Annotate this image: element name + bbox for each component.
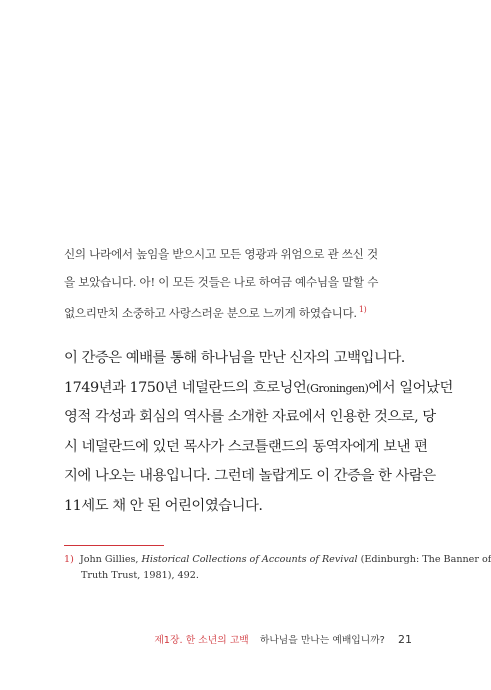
- footnote-line: Truth Trust, 1981), 492.: [81, 570, 199, 581]
- footnote-divider: [64, 545, 164, 546]
- body-line-text: 1749년과 1750년 네덜란드의 흐로닝언: [64, 379, 307, 396]
- footer-chapter: 제1장. 한 소년의 고백: [154, 635, 249, 646]
- quote-line: [64, 296, 420, 327]
- body-line: 이 간증은 예배를 통해 하나님을 만난 신자의 고백입니다.: [64, 350, 405, 366]
- footnote: [64, 552, 491, 584]
- page-number: 21: [398, 633, 412, 646]
- quote-line-text: 없으리만치 소중하고 사랑스러운 분으로 느끼게 하였습니다.: [64, 306, 357, 320]
- body-paragraph: [64, 344, 453, 521]
- original-term: (Groningen): [306, 381, 369, 395]
- body-line-text: 에서 일어났던: [368, 379, 453, 396]
- body-line: 지에 나오는 내용입니다. 그런데 놀랍게도 이 간증을 한 사람은: [64, 468, 436, 484]
- running-footer: [154, 632, 412, 646]
- footnote-title: Historical Collections of Accounts of Revival: [141, 554, 358, 565]
- footnote-reference[interactable]: 1): [358, 305, 367, 314]
- block-quote: [64, 240, 420, 327]
- footnote-number: 1): [64, 554, 74, 565]
- body-line: 11세도 채 안 된 어린이였습니다.: [64, 497, 263, 514]
- footnote-author: John Gillies,: [79, 554, 139, 565]
- body-line: [64, 374, 453, 404]
- footnote-publisher: (Edinburgh: The Banner of: [360, 554, 491, 565]
- quote-line: 을 보았습니다. 아! 이 모든 것들은 나로 하여금 예수님을 말할 수: [64, 275, 379, 289]
- footer-title: 하나님을 만나는 예배입니까?: [259, 635, 385, 646]
- body-line: 영적 각성과 회심의 역사를 소개한 자료에서 인용한 것으로, 당: [64, 409, 436, 425]
- body-line: 시 네덜란드에 있던 목사가 스코틀랜드의 동역자에게 보낸 편: [64, 438, 428, 455]
- footnote-line: [64, 552, 491, 568]
- quote-line: 신의 나라에서 높임을 받으시고 모든 영광과 위엄으로 관 쓰신 것: [64, 247, 378, 261]
